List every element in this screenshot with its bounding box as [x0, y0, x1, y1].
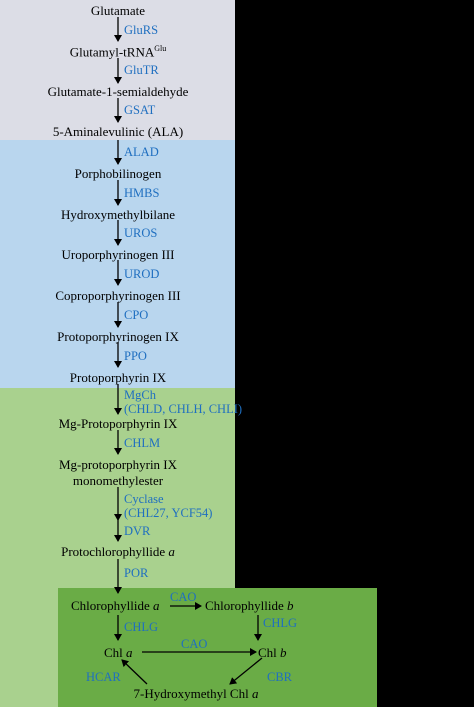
protochlorophyllide-label [61, 545, 175, 558]
arrow-hcar [122, 660, 147, 684]
enzyme-dvr: DVR [124, 524, 151, 538]
chlorophyllide-a-label [71, 599, 159, 612]
mg-proto-me-line1: Mg-protoporphyrin IX [58, 457, 178, 472]
chl-a-label [104, 646, 133, 659]
mg-protoporphyrin-label: Mg-Protoporphyrin IX [58, 416, 178, 431]
enzyme-cbr: CBR [267, 670, 293, 684]
enzyme-hmbs: HMBS [124, 186, 160, 200]
chl-b-text: Chl [258, 645, 277, 660]
enzyme-urod: UROD [124, 267, 160, 281]
hydroxymethyl-chl-letter: a [251, 686, 259, 701]
hydroxymethyl-chl-text: 7-Hydroxymethyl Chl [133, 686, 249, 701]
enzyme-glutr: GluTR [124, 63, 159, 77]
enzyme-mgch: MgCh [124, 388, 156, 402]
enzyme-uros: UROS [124, 226, 158, 240]
enzyme-ppo: PPO [124, 349, 147, 363]
enzyme-cpo: CPO [124, 308, 149, 322]
enzyme-chlg-left: CHLG [124, 620, 159, 634]
enzyme-chlm: CHLM [124, 436, 161, 450]
hydroxymethyl-chl-label [134, 687, 259, 700]
coproporphyrinogen-label: Coproporphyrinogen III [55, 288, 181, 303]
chlorophyllide-a-text: Chlorophyllide [71, 598, 150, 613]
chlorophyllide-a-letter: a [152, 598, 160, 613]
glutamyl-trna-superscript: Glu [154, 44, 167, 53]
glutamyl-trna-text: Glutamyl-tRNA [69, 44, 155, 60]
chl-b-label [258, 646, 287, 659]
enzyme-cao-mid: CAO [181, 637, 208, 651]
uroporphyrinogen-label: Uroporphyrinogen III [61, 247, 175, 262]
enzyme-hcar: HCAR [86, 670, 121, 684]
gsa-label: Glutamate-1-semialdehyde [47, 84, 189, 99]
porphobilinogen-label: Porphobilinogen [74, 166, 162, 181]
enzyme-alad: ALAD [124, 145, 159, 159]
enzyme-cyclase-subunits: (CHL27, YCF54) [124, 506, 213, 520]
arrow-cbr [230, 658, 262, 684]
chlorophyllide-b-text: Chlorophyllide [205, 598, 284, 613]
chl-b-letter: b [280, 645, 287, 660]
enzyme-mgch-subunits: (CHLD, CHLH, CHLI) [124, 402, 243, 416]
enzyme-glurs: GluRS [124, 23, 159, 37]
chlorophyllide-b-letter: b [286, 598, 294, 613]
glutamyl-trna-label [70, 45, 167, 58]
enzyme-cao-top: CAO [170, 590, 197, 604]
protochlorophyllide-text: Protochlorophyllide [61, 544, 166, 559]
chl-a-letter: a [126, 645, 133, 660]
ala-label: 5-Aminalevulinic (ALA) [52, 124, 184, 139]
hydroxymethylbilane-label: Hydroxymethylbilane [60, 207, 176, 222]
enzyme-chlg-right: CHLG [263, 616, 298, 630]
enzyme-cyclase: Cyclase [124, 492, 164, 506]
chl-a-text: Chl [104, 645, 123, 660]
protoporphyrin-label: Protoporphyrin IX [69, 370, 167, 385]
protoporphyrinogen-label: Protoporphyrinogen IX [57, 329, 179, 344]
mg-proto-me-line2: monomethylester [72, 473, 164, 488]
protochlorophyllide-letter: a [168, 544, 175, 559]
chlorophyllide-b-label [205, 599, 293, 612]
enzyme-por: POR [124, 566, 149, 580]
enzyme-gsat: GSAT [124, 103, 156, 117]
glutamate-label: Glutamate [90, 3, 146, 18]
